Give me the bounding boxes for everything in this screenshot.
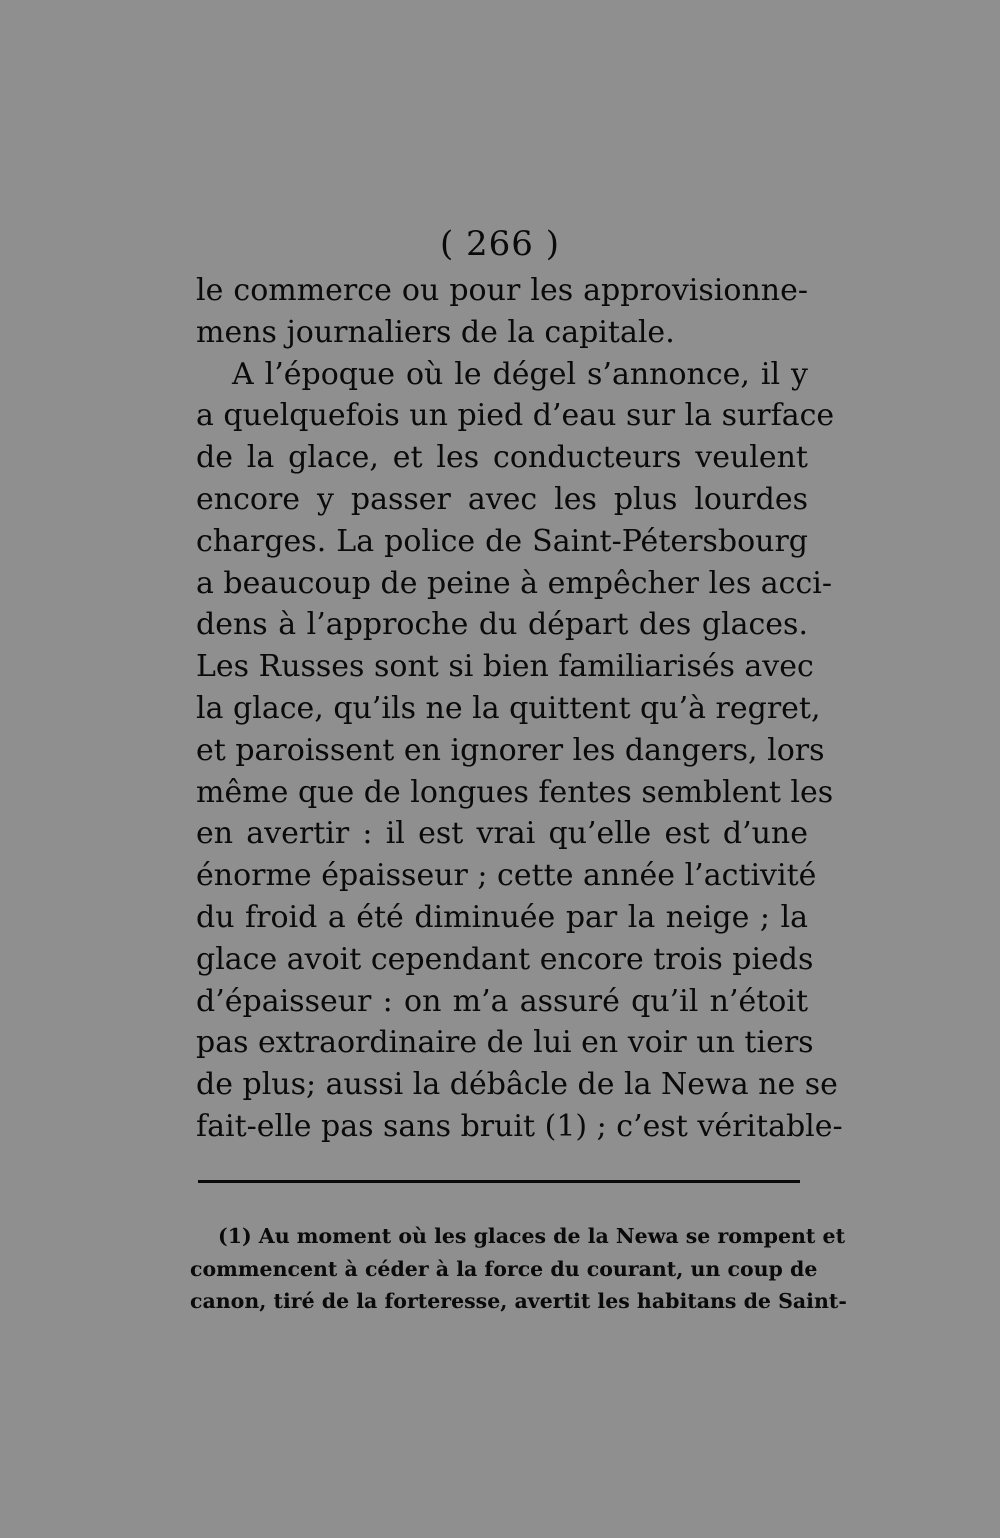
text-line: de plus; aussi la débâcle de la Newa ne se	[196, 1067, 838, 1103]
text-line: A l’époque où le dégel s’annonce, il y	[232, 356, 808, 392]
text-line: d’épaisseur : on m’a assuré qu’il n’étoit	[196, 983, 808, 1019]
text-line: en avertir : il est vrai qu’elle est d’une	[196, 816, 808, 852]
text-line: mens journaliers de la capitale.	[196, 314, 675, 350]
text-line: charges. La police de Saint-Pétersbourg	[196, 523, 808, 559]
page-number: ( 266 )	[439, 224, 561, 264]
footnote-line: commencent à céder à la force du courant, un coup de	[190, 1256, 818, 1281]
text-line: dens à l’approche du départ des glaces.	[196, 607, 808, 643]
text-line: pas extraordinaire de lui en voir un tiers	[196, 1025, 814, 1061]
text-line: du froid a été diminuée par la neige ; la	[196, 899, 808, 935]
main-text	[196, 270, 843, 1148]
text-line: énorme épaisseur ; cette année l’activité	[196, 858, 817, 894]
footnote-line: (1) Au moment où les glaces de la Newa se rompent et	[218, 1224, 846, 1248]
text-line: la glace, qu’ils ne la quittent qu’à regret,	[196, 690, 821, 726]
text-line: de la glace, et les conducteurs veulent	[196, 440, 808, 476]
footnote	[190, 1220, 847, 1318]
text-line: glace avoit cependant encore trois pieds	[196, 941, 814, 977]
text-line: et paroissent en ignorer les dangers, lors	[196, 732, 825, 768]
footnote-divider	[198, 1180, 800, 1183]
text-line: Les Russes sont si bien familiarisés avec	[196, 649, 814, 685]
text-line: a quelquefois un pied d’eau sur la surface	[196, 398, 835, 434]
footnote-line: canon, tiré de la forteresse, avertit les habitans de Saint-	[190, 1289, 847, 1313]
text-line: le commerce ou pour les approvisionne-	[196, 273, 808, 308]
text-line: même que de longues fentes semblent les	[196, 774, 834, 810]
text-line: fait-elle pas sans bruit (1) ; c’est véritable-	[196, 1108, 843, 1144]
text-line: a beaucoup de peine à empêcher les acci-	[196, 565, 833, 601]
text-line: encore y passer avec les plus lourdes	[196, 481, 808, 517]
